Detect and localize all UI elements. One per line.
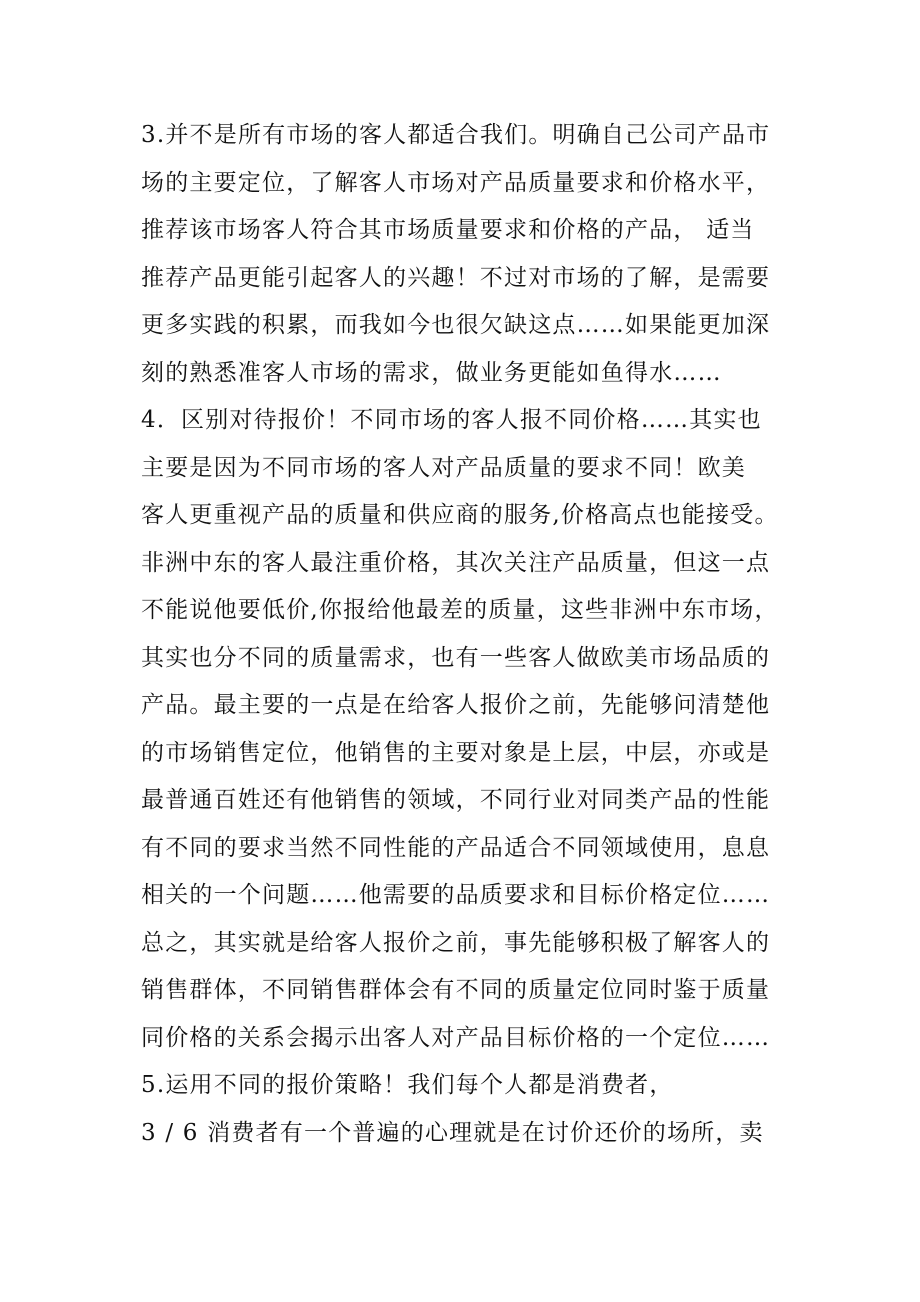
- text-line: 推荐该市场客人符合其市场质量要求和价格的产品， 适当: [141, 217, 755, 243]
- text-line: 最普通百姓还有他销售的领域，不同行业对同类产品的性能: [141, 787, 771, 813]
- text-line: 5.运用不同的报价策略！我们每个人都是消费者，: [141, 1072, 674, 1098]
- text-line: 相关的一个问题……他需要的品质要求和目标价格定位……: [141, 882, 771, 908]
- text-line: 更多实践的积累，而我如今也很欠缺这点……如果能更加深: [141, 312, 771, 338]
- text-line: 4．区别对待报价！不同市场的客人报不同价格……其实也: [141, 407, 762, 433]
- text-line: 场的主要定位，了解客人市场对产品质量要求和价格水平，: [141, 169, 771, 196]
- text-line: 主要是因为不同市场的客人对产品质量的要求不同！欧美: [141, 454, 746, 481]
- text-line: 3 / 6 消费者有一个普遍的心理就是在讨价还价的场所，卖: [141, 1119, 764, 1146]
- text-line: 非洲中东的客人最注重价格，其次关注产品质量，但这一点: [141, 549, 771, 576]
- text-line: 推荐产品更能引起客人的兴趣！不过对市场的了解，是需要: [141, 264, 771, 291]
- text-line: 的市场销售定位，他销售的主要对象是上层，中层，亦或是: [141, 739, 771, 766]
- text-line: 销售群体，不同销售群体会有不同的质量定位同时鉴于质量: [141, 977, 771, 1003]
- text-line: 产品。最主要的一点是在给客人报价之前，先能够问清楚他: [141, 692, 771, 718]
- text-line: 3.并不是所有市场的客人都适合我们。明确自己公司产品市: [141, 122, 771, 148]
- text-line: 其实也分不同的质量需求，也有一些客人做欧美市场品质的: [141, 644, 771, 671]
- text-line: 总之，其实就是给客人报价之前，事先能够积极了解客人的: [141, 929, 771, 956]
- text-line: 刻的熟悉准客人市场的需求，做业务更能如鱼得水……: [141, 359, 722, 386]
- text-line: 有不同的要求当然不同性能的产品适合不同领域使用，息息: [141, 834, 771, 861]
- text-line: 客人更重视产品的质量和供应商的服务,价格高点也能接受。: [141, 502, 779, 528]
- text-line: 不能说他要低价,你报给他最差的质量，这些非洲中东市场，: [141, 597, 779, 623]
- text-line: 同价格的关系会揭示出客人对产品目标价格的一个定位……: [141, 1024, 771, 1051]
- body-text: [141, 112, 791, 1157]
